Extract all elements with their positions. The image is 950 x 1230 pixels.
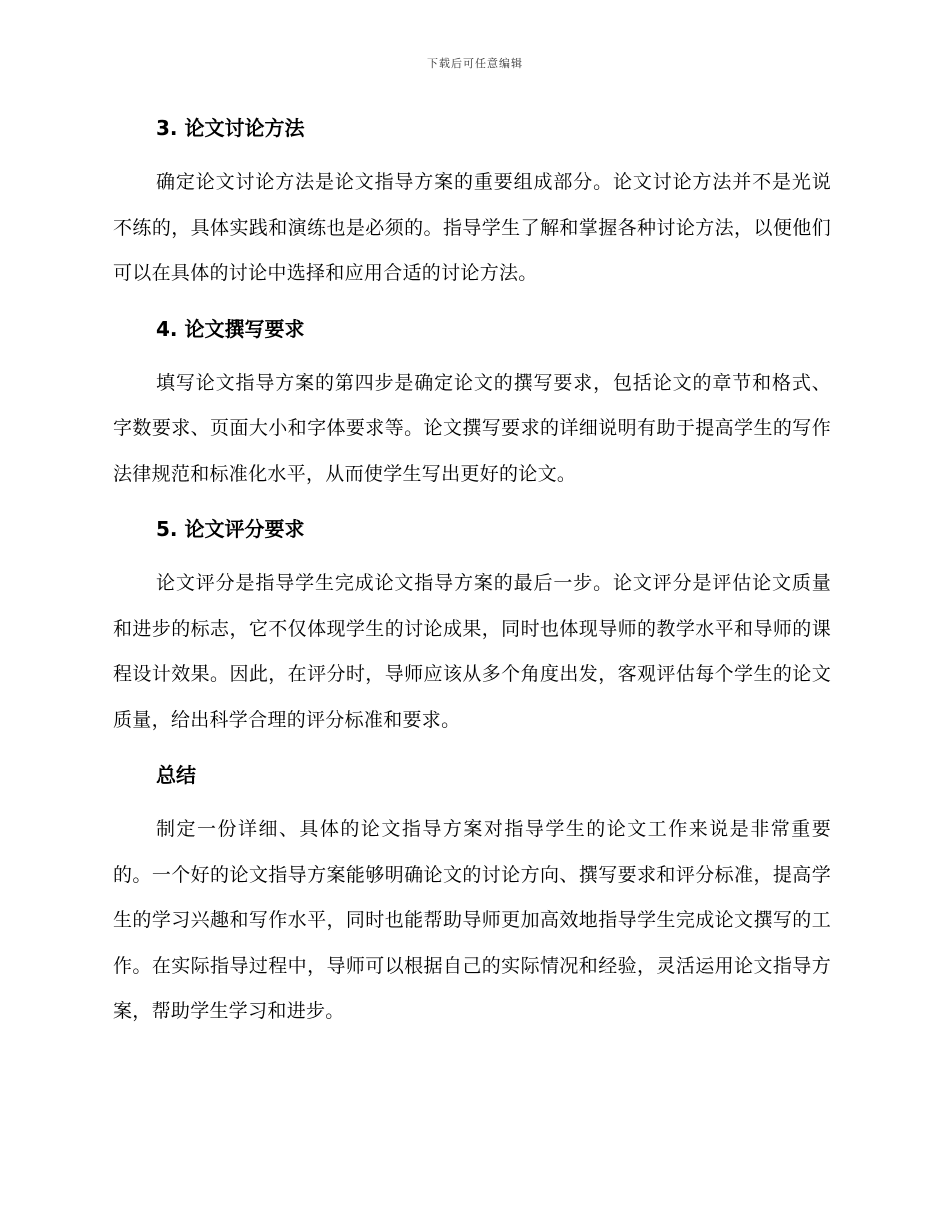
section-heading: 总结: [156, 763, 196, 787]
section-grading-requirements: [113, 509, 831, 743]
section-heading: 4. 论文撰写要求: [156, 316, 305, 341]
section-paragraph: 确定论文讨论方法是论文指导方案的重要组成部分。论文讨论方法并不是光说不练的，具体实践和演练也是必须的。指导学生了解和掌握各种讨论方法，以便他们可以在具体的讨论中选择和应用合适的讨论方法。: [113, 171, 831, 284]
section-paragraph: 制定一份详细、具体的论文指导方案对指导学生的论文工作来说是非常重要的。一个好的论文指导方案能够明确论文的讨论方向、撰写要求和评分标准，提高学生的学习兴趣和写作水平，同时也能帮助导师更加高效地指导学生完成论文撰写的工作。在实际指导过程中，导师可以根据自己的实际情况和经验，灵活运用论文指导方案，帮助学生学习和进步。: [113, 818, 831, 1022]
document-body: [113, 108, 831, 1047]
section-heading: 3. 论文讨论方法: [156, 116, 305, 140]
section-heading: 5. 论文评分要求: [156, 517, 305, 541]
section-summary: [113, 755, 831, 1035]
section-writing-requirements: [113, 309, 831, 498]
section-discussion-method: [113, 108, 831, 297]
section-paragraph: 论文评分是指导学生完成论文指导方案的最后一步。论文评分是评估论文质量和进步的标志，它不仅体现学生的讨论成果，同时也体现导师的教学水平和导师的课程设计效果。因此，在评分时，导师应该从多个角度出发，客观评估每个学生的论文质量，给出科学合理的评分标准和要求。: [113, 572, 831, 731]
page-header: 下载后可任意编辑: [427, 57, 523, 70]
section-paragraph: 填写论文指导方案的第四步是确定论文的撰写要求，包括论文的章节和格式、字数要求、页面大小和字体要求等。论文撰写要求的详细说明有助于提高学生的写作法律规范和标准化水平，从而使学生写出更好的论文。: [113, 371, 831, 485]
